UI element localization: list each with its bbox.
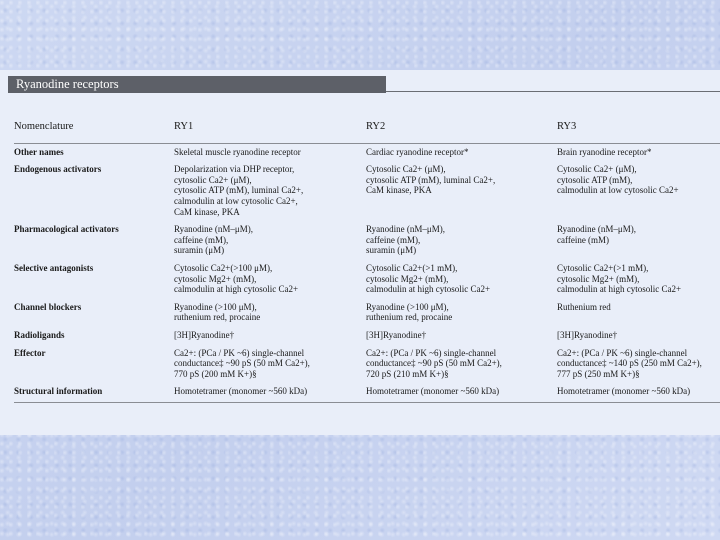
table-row: [14, 260, 720, 299]
title-rule: [386, 91, 720, 92]
cell-line: calmodulin at high cytosolic Ca2+: [366, 284, 491, 295]
cell-line: Ca2+: (PCa / PK ~6) single-channel: [366, 347, 497, 358]
header-ry3: RY3: [557, 121, 577, 132]
cell-line: cytosolic Mg2+ (mM),: [366, 273, 449, 284]
cell-line: CaM kinase, PKA: [366, 185, 432, 196]
table-row: [14, 161, 720, 221]
table-cell-ry3: [557, 327, 720, 345]
cell-line: cytosolic Ca2+ (μM),: [174, 174, 252, 185]
cell-line: conductance‡ ~140 pS (250 mM Ca2+),: [557, 358, 702, 369]
cell-line: Homotetramer (monomer ~560 kDa): [366, 386, 500, 397]
table-cell-ry1: [174, 161, 366, 221]
cell-line: Ryanodine (nM–μM),: [557, 224, 636, 235]
table-cell-ry2: [366, 161, 557, 221]
table-cell-ry2: [366, 260, 557, 299]
row-label: Endogenous activators: [14, 164, 102, 175]
cell-line: Brain ryanodine receptor*: [557, 146, 652, 157]
table-cell-ry3: [557, 221, 720, 260]
cell-line: Cardiac ryanodine receptor*: [366, 146, 469, 157]
cell-line: suramin (μM): [366, 245, 417, 256]
table-cell-ry3: [557, 345, 720, 384]
table-cell-ry2: [366, 327, 557, 345]
table-row: [14, 299, 720, 327]
table-row: [14, 327, 720, 345]
cell-line: calmodulin at low cytosolic Ca2+,: [174, 195, 298, 206]
cell-line: conductance‡ ~90 pS (50 mM Ca2+),: [366, 358, 502, 369]
row-label: Other names: [14, 146, 64, 157]
header-ry2: RY2: [366, 121, 386, 132]
cell-line: calmodulin at high cytosolic Ca2+: [174, 284, 299, 295]
row-label: Structural information: [14, 386, 103, 397]
cell-line: cytosolic ATP (mM), luminal Ca2+,: [174, 185, 304, 196]
cell-line: CaM kinase, PKA: [174, 206, 240, 217]
cell-line: calmodulin at high cytosolic Ca2+: [557, 284, 682, 295]
table-title: Ryanodine receptors: [8, 76, 386, 93]
table-cell-ry2: [366, 143, 557, 161]
cell-line: Cytosolic Ca2+(>100 μM),: [174, 262, 273, 273]
cell-line: Depolarization via DHP receptor,: [174, 164, 295, 175]
cell-line: cytosolic ATP (mM), luminal Ca2+,: [366, 174, 496, 185]
cell-line: Ryanodine (>100 μM),: [366, 301, 449, 312]
cell-line: ruthenium red, procaine: [366, 312, 453, 323]
cell-line: [3H]Ryanodine†: [557, 329, 618, 340]
table-cell-ry3: [557, 161, 720, 221]
table-cell-ry1: [174, 327, 366, 345]
cell-line: calmodulin at low cytosolic Ca2+: [557, 185, 679, 196]
table-cell-ry3: [557, 143, 720, 161]
cell-line: 777 pS (250 mM K+)§: [557, 368, 640, 379]
table-cell-ry2: [366, 345, 557, 384]
cell-line: conductance‡ ~90 pS (50 mM Ca2+),: [174, 358, 310, 369]
cell-line: [3H]Ryanodine†: [174, 329, 235, 340]
receptor-table: [14, 118, 720, 403]
cell-line: 770 pS (200 mM K+)§: [174, 368, 257, 379]
cell-line: Ryanodine (nM–μM),: [366, 224, 445, 235]
table-cell-ry1: [174, 345, 366, 384]
cell-line: caffeine (mM),: [366, 234, 421, 245]
cell-line: 720 pS (210 mM K+)§: [366, 368, 449, 379]
cell-line: Ca2+: (PCa / PK ~6) single-channel: [557, 347, 688, 358]
cell-line: cytosolic ATP (mM),: [557, 174, 633, 185]
cell-line: ruthenium red, procaine: [174, 312, 261, 323]
table-cell-ry2: [366, 221, 557, 260]
cell-line: suramin (μM): [174, 245, 225, 256]
cell-line: Ca2+: (PCa / PK ~6) single-channel: [174, 347, 305, 358]
table-cell-ry2: [366, 383, 557, 402]
table-row: [14, 143, 720, 161]
table-row: [14, 221, 720, 260]
row-label: Channel blockers: [14, 301, 82, 312]
cell-line: Homotetramer (monomer ~560 kDa): [557, 386, 691, 397]
cell-line: cytosolic Mg2+ (mM),: [174, 273, 257, 284]
header-nomenclature: Nomenclature: [14, 121, 74, 132]
cell-line: Ruthenium red: [557, 301, 611, 312]
cell-line: Cytosolic Ca2+ (μM),: [366, 164, 446, 175]
table-cell-ry3: [557, 383, 720, 402]
cell-line: caffeine (mM): [557, 234, 610, 245]
row-label: Pharmacological activators: [14, 224, 119, 235]
cell-line: [3H]Ryanodine†: [366, 329, 427, 340]
table-cell-ry1: [174, 383, 366, 402]
cell-line: Cytosolic Ca2+(>1 mM),: [366, 262, 458, 273]
cell-line: Ryanodine (nM–μM),: [174, 224, 253, 235]
cell-line: cytosolic Mg2+ (mM),: [557, 273, 640, 284]
table-row: [14, 383, 720, 402]
table-cell-ry3: [557, 260, 720, 299]
cell-line: Homotetramer (monomer ~560 kDa): [174, 386, 308, 397]
table-cell-ry1: [174, 143, 366, 161]
row-label: Radioligands: [14, 329, 65, 340]
cell-line: Cytosolic Ca2+(>1 mM),: [557, 262, 649, 273]
cell-line: caffeine (mM),: [174, 234, 229, 245]
header-row: [14, 118, 720, 143]
table-row: [14, 345, 720, 384]
table-cell-ry3: [557, 299, 720, 327]
row-label: Selective antagonists: [14, 262, 94, 273]
cell-line: Ryanodine (>100 μM),: [174, 301, 257, 312]
table-cell-ry1: [174, 260, 366, 299]
cell-line: Cytosolic Ca2+ (μM),: [557, 164, 637, 175]
cell-line: Skeletal muscle ryanodine receptor: [174, 146, 301, 157]
row-label: Effector: [14, 347, 46, 358]
header-ry1: RY1: [174, 121, 194, 132]
table-cell-ry2: [366, 299, 557, 327]
table-cell-ry1: [174, 221, 366, 260]
table-cell-ry1: [174, 299, 366, 327]
